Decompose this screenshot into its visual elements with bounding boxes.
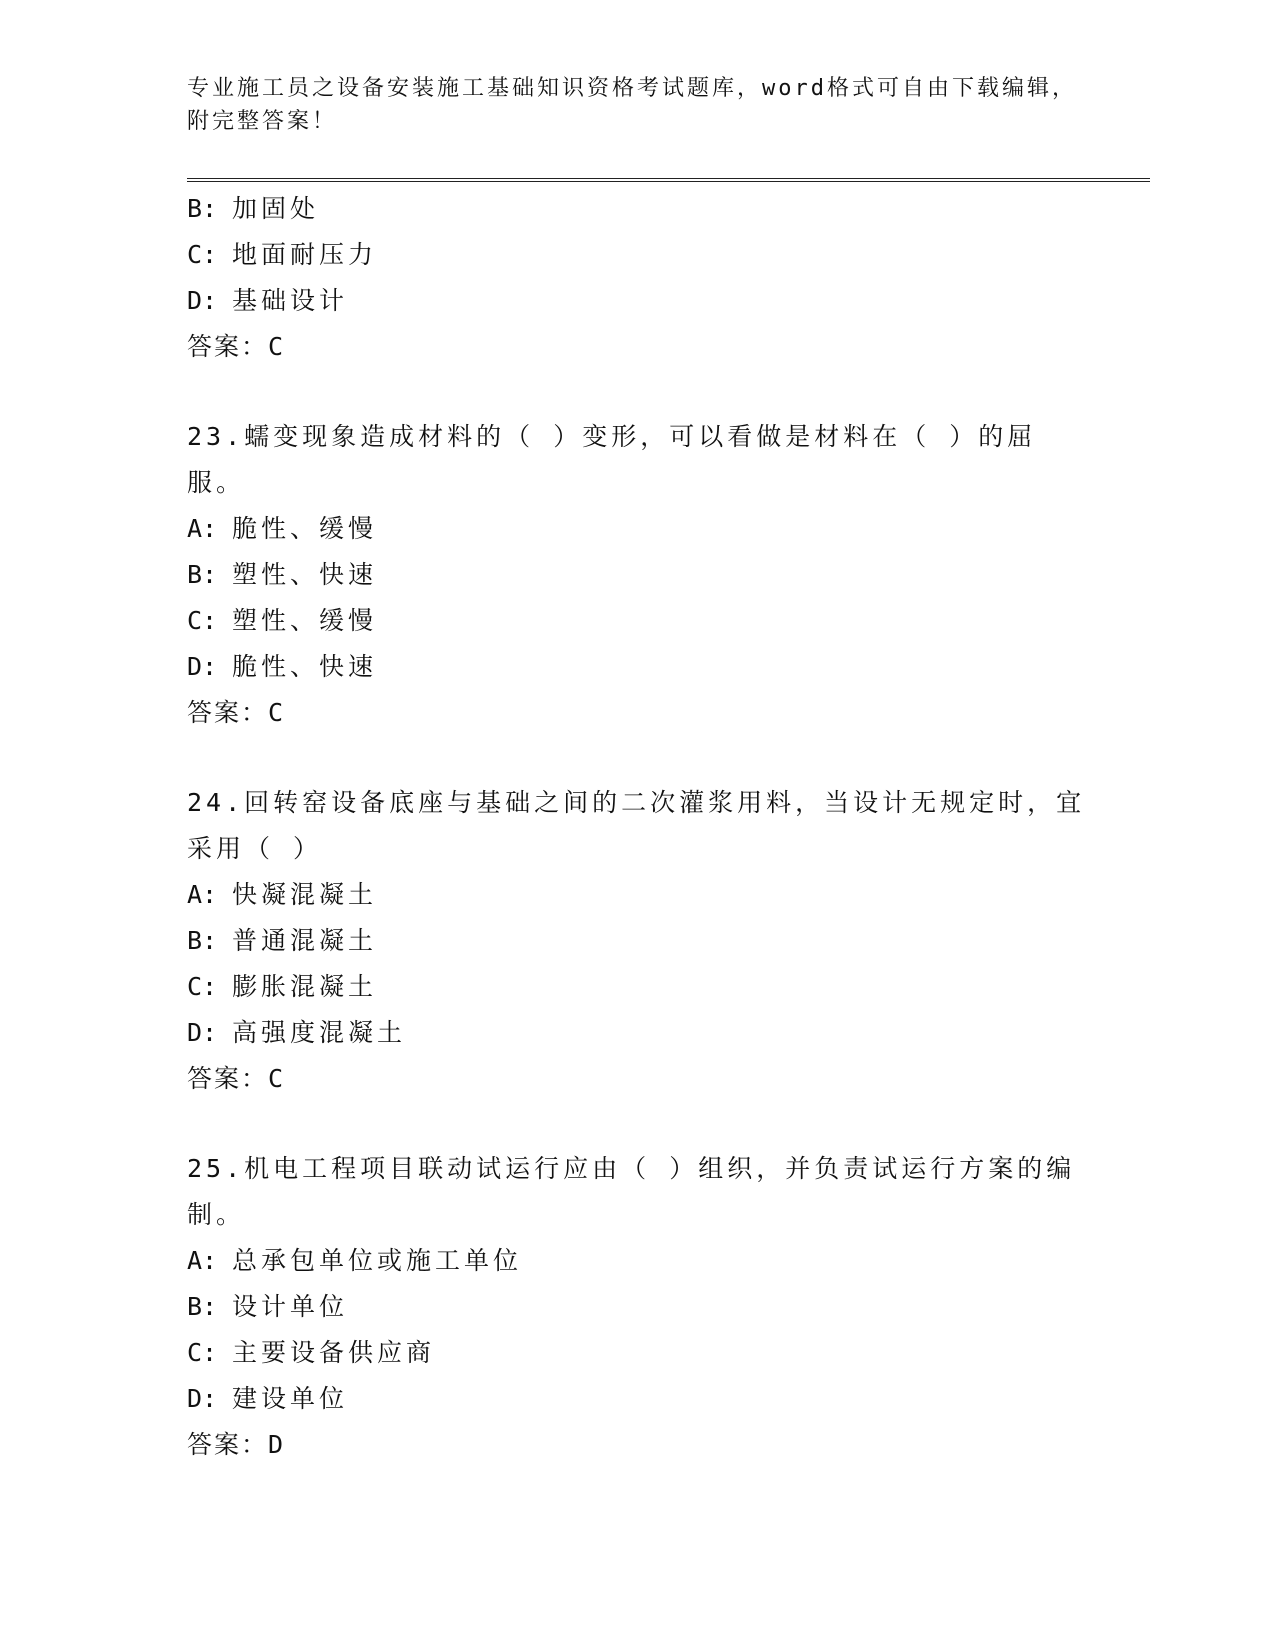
answer-label: 答案： bbox=[187, 1430, 269, 1459]
option-b bbox=[187, 552, 1087, 598]
question-23 bbox=[187, 414, 1087, 736]
option-label: B: bbox=[187, 560, 218, 589]
option-label: D: bbox=[187, 652, 218, 681]
option-text: 基础设计 bbox=[232, 286, 349, 315]
option-b bbox=[187, 918, 1087, 964]
option-text: 脆性、快速 bbox=[232, 652, 378, 681]
question-25 bbox=[187, 1146, 1087, 1468]
answer-value: C bbox=[268, 332, 286, 361]
option-label: D: bbox=[187, 286, 218, 315]
option-label: B: bbox=[187, 194, 218, 223]
option-text: 建设单位 bbox=[232, 1384, 349, 1413]
answer-line bbox=[187, 690, 1087, 736]
option-a bbox=[187, 506, 1087, 552]
option-c bbox=[187, 1330, 1087, 1376]
option-label: B: bbox=[187, 926, 218, 955]
answer-value: C bbox=[268, 1064, 286, 1093]
option-text: 脆性、缓慢 bbox=[232, 514, 378, 543]
option-label: C: bbox=[187, 240, 218, 269]
answer-label: 答案： bbox=[187, 1064, 269, 1093]
question-stem-continued: 制。 bbox=[187, 1200, 246, 1229]
answer-line bbox=[187, 1422, 1087, 1468]
option-label: A: bbox=[187, 880, 218, 909]
option-text: 快凝混凝土 bbox=[232, 880, 378, 909]
option-d bbox=[187, 1010, 1087, 1056]
option-text: 膨胀混凝土 bbox=[232, 972, 378, 1001]
option-text: 普通混凝土 bbox=[232, 926, 378, 955]
option-b bbox=[187, 1284, 1087, 1330]
answer-value: D bbox=[268, 1430, 286, 1459]
header-line-2: 附完整答案！ bbox=[187, 109, 338, 134]
option-text: 地面耐压力 bbox=[232, 240, 378, 269]
option-text: 塑性、缓慢 bbox=[232, 606, 378, 635]
option-label: C: bbox=[187, 1338, 218, 1367]
question-22-continued bbox=[187, 186, 1087, 370]
option-label: A: bbox=[187, 514, 218, 543]
option-a bbox=[187, 1238, 1087, 1284]
answer-line bbox=[187, 324, 1087, 370]
option-d bbox=[187, 278, 1087, 324]
option-label: B: bbox=[187, 1292, 218, 1321]
option-text: 总承包单位或施工单位 bbox=[232, 1246, 523, 1275]
question-stem-continued: 采用（ ） bbox=[187, 834, 323, 863]
option-c bbox=[187, 964, 1087, 1010]
answer-value: C bbox=[268, 698, 286, 727]
question-24 bbox=[187, 780, 1087, 1102]
header-divider bbox=[187, 178, 1150, 182]
option-text: 加固处 bbox=[232, 194, 320, 223]
header-line-1: 专业施工员之设备安装施工基础知识资格考试题库，word格式可自由下载编辑， bbox=[187, 76, 1077, 101]
option-label: C: bbox=[187, 972, 218, 1001]
option-text: 高强度混凝土 bbox=[232, 1018, 407, 1047]
answer-label: 答案： bbox=[187, 698, 269, 727]
question-stem: 23.蠕变现象造成材料的（ ）变形，可以看做是材料在（ ）的屈服。 bbox=[187, 422, 1037, 497]
option-label: A: bbox=[187, 1246, 218, 1275]
option-text: 塑性、快速 bbox=[232, 560, 378, 589]
option-text: 设计单位 bbox=[232, 1292, 349, 1321]
option-c bbox=[187, 232, 1087, 278]
option-d bbox=[187, 1376, 1087, 1422]
option-label: D: bbox=[187, 1018, 218, 1047]
option-b bbox=[187, 186, 1087, 232]
option-label: C: bbox=[187, 606, 218, 635]
question-stem: 25.机电工程项目联动试运行应由（ ）组织，并负责试运行方案的编 bbox=[187, 1154, 1076, 1183]
answer-label: 答案： bbox=[187, 332, 269, 361]
option-c bbox=[187, 598, 1087, 644]
option-d bbox=[187, 644, 1087, 690]
page-header bbox=[187, 72, 1087, 138]
option-text: 主要设备供应商 bbox=[232, 1338, 436, 1367]
option-a bbox=[187, 872, 1087, 918]
option-label: D: bbox=[187, 1384, 218, 1413]
document-body bbox=[187, 186, 1087, 1468]
question-stem: 24.回转窑设备底座与基础之间的二次灌浆用料，当设计无规定时，宜 bbox=[187, 788, 1086, 817]
answer-line bbox=[187, 1056, 1087, 1102]
